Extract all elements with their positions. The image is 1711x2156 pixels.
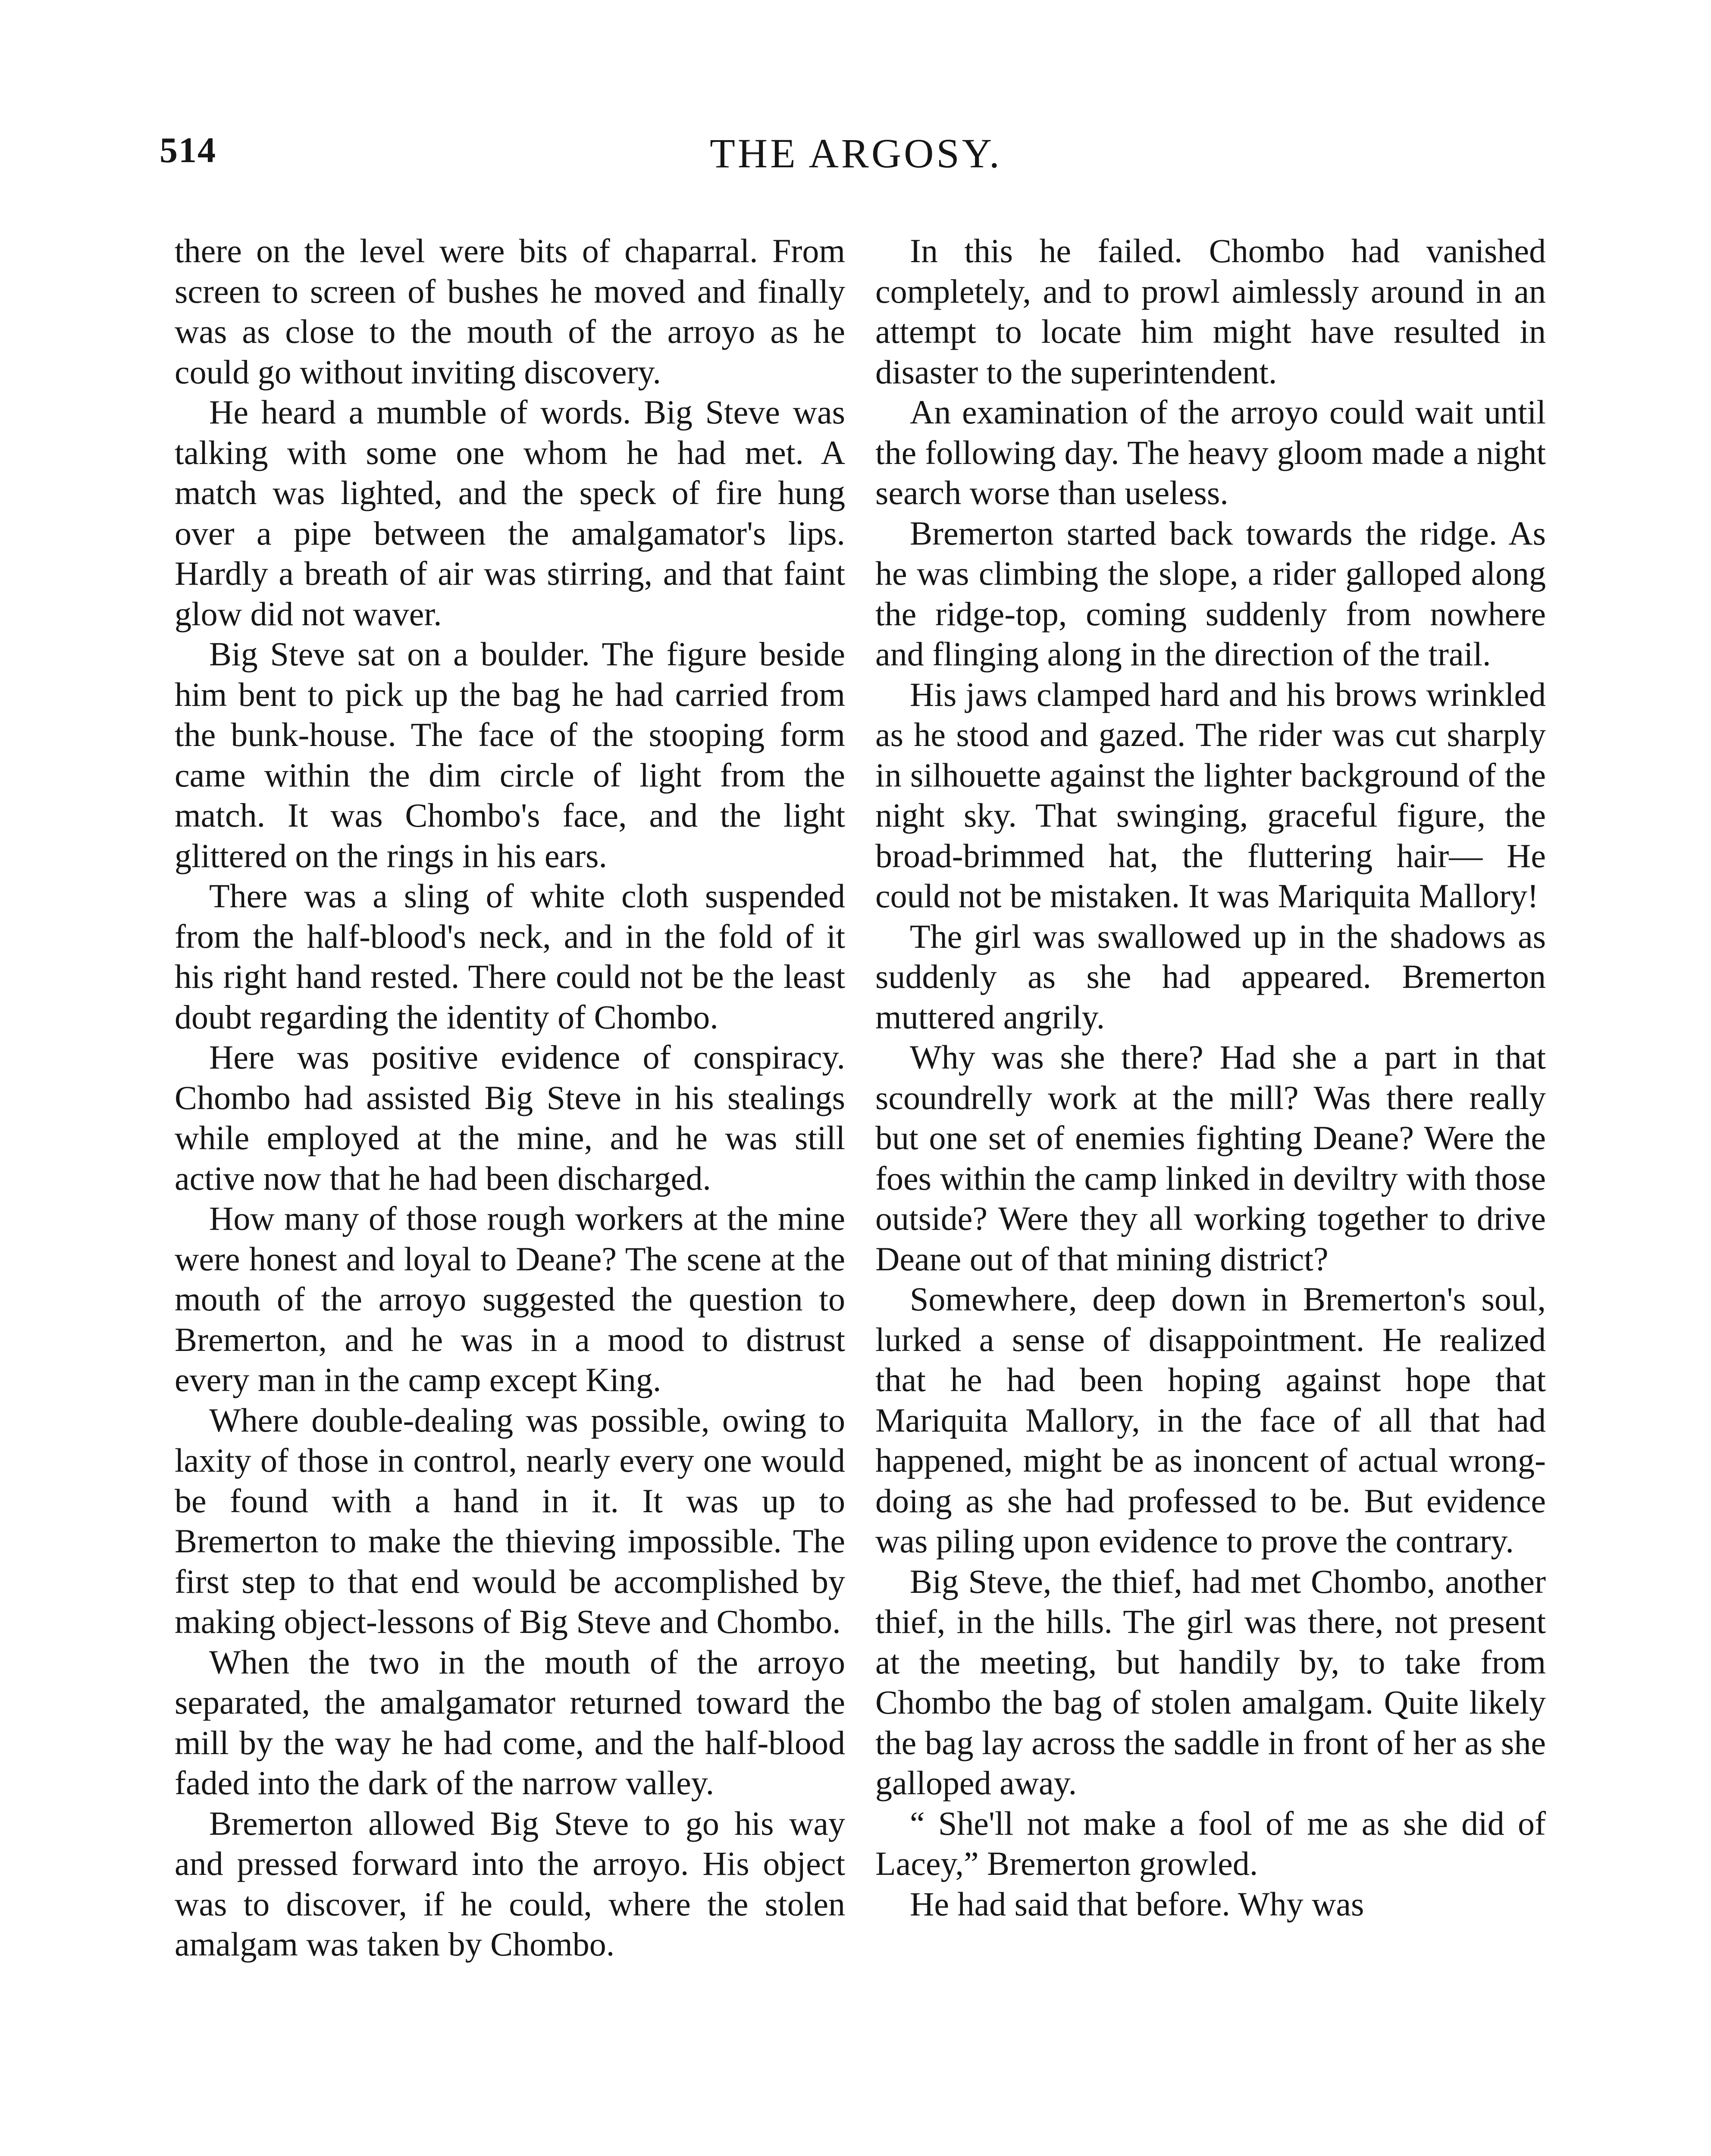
paragraph: His jaws clamped hard and his brows wrinkled as he stood and gazed. The rider was cut sharply in silhouette against the lighter background of the night sky. That swinging, graceful figure, the broad-brimmed hat, the fluttering hair— He could not be mistaken. It was Mariquita Mallory!	[875, 675, 1546, 915]
page-number: 514	[160, 130, 216, 170]
paragraph: He heard a mumble of words. Big Steve was talking with some one whom he had met. A match was lighted, and the speck of fire hung over a pipe between the amalgamator's lips. Hardly a breath of air was stirring, and that faint glow did not waver.	[175, 393, 845, 633]
paragraph: The girl was swallowed up in the shadows as suddenly as she had appeared. Bremerton muttered angrily.	[875, 917, 1546, 1036]
paragraph: Bremerton started back towards the ridge. As he was climbing the slope, a rider galloped along the ridge-top, coming suddenly from nowhere and flinging along in the direction of the trail.	[875, 514, 1546, 673]
paragraph: Big Steve, the thief, had met Chombo, another thief, in the hills. The girl was there, not present at the meeting, but handily by, to take from Chombo the bag of stolen amalgam. Quite likely the bag lay across the saddle in front of her as she galloped away.	[875, 1562, 1546, 1802]
paragraph: Here was positive evidence of conspiracy. Chombo had assisted Big Steve in his stealings while employed at the mine, and he was still active now that he had been discharged.	[175, 1038, 845, 1197]
paragraph: “ She'll not make a fool of me as she did of Lacey,” Bremerton growled.	[875, 1804, 1546, 1882]
paragraph: Where double-dealing was possible, owing to laxity of those in control, nearly every one would be found with a hand in it. It was up to Bremerton to make the thieving impossible. The first step to that end would be accomplished by making object-lessons of Big Steve and Chombo.	[175, 1401, 845, 1640]
running-title: THE ARGOSY.	[710, 130, 1002, 176]
paragraph: There was a sling of white cloth suspended from the half-blood's neck, and in the fold of it his right hand rested. There could not be the least doubt regarding the identity of Chombo.	[175, 877, 845, 1036]
right-text-column	[875, 231, 1546, 1924]
paragraph: Big Steve sat on a boulder. The figure beside him bent to pick up the bag he had carried from the bunk-house. The face of the stooping form came within the dim circle of light from the match. It was Chombo's face, and the light glittered on the rings in his ears.	[175, 635, 845, 874]
paragraph: He had said that before. Why was	[910, 1885, 1364, 1923]
paragraph: An examination of the arroyo could wait until the following day. The heavy gloom made a night search worse than useless.	[875, 393, 1546, 511]
paragraph: When the two in the mouth of the arroyo separated, the amalgamator returned toward the mill by the way he had come, and the half-blood faded into the dark of the narrow valley.	[175, 1643, 845, 1802]
paragraph: Why was she there? Had she a part in that scoundrelly work at the mill? Was there really but one set of enemies fighting Deane? Were the foes within the camp linked in deviltry with those outside? Were they all working together to drive Deane out of that mining district?	[875, 1038, 1546, 1278]
paragraph: Bremerton allowed Big Steve to go his way and pressed forward into the arroyo. His object was to discover, if he could, where the stolen amalgam was taken by Chombo.	[175, 1804, 845, 1963]
paragraph: In this he failed. Chombo had vanished completely, and to prowl aimlessly around in an attempt to locate him might have resulted in disaster to the superintendent.	[875, 232, 1546, 391]
page-header	[160, 129, 1552, 194]
left-text-column	[175, 231, 845, 1965]
paragraph: Somewhere, deep down in Bremerton's soul, lurked a sense of disappointment. He realized that he had been hoping against hope that Mariquita Mallory, in the face of all that had happened, might be as inoncent of actual wrong-doing as she had professed to be. But evidence was piling upon evidence to prove the contrary.	[875, 1280, 1546, 1560]
paragraph: there on the level were bits of chaparral. From screen to screen of bushes he moved and finally was as close to the mouth of the arroyo as he could go without inviting discovery.	[175, 232, 845, 391]
paragraph: How many of those rough workers at the mine were honest and loyal to Deane? The scene at the mouth of the arroyo suggested the question to Bremerton, and he was in a mood to distrust every man in the camp except King.	[175, 1200, 845, 1398]
